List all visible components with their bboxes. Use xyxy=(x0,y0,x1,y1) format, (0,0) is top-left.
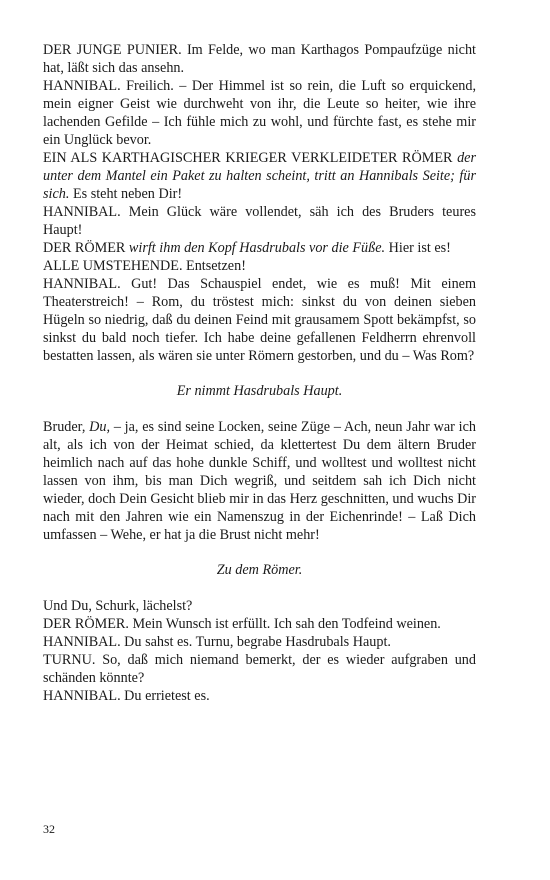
italic-text-run: Du, xyxy=(89,419,111,435)
text-paragraph xyxy=(43,275,476,365)
stage-direction-2: Zu dem Römer. xyxy=(216,562,303,578)
text-run: Bruder, xyxy=(43,419,90,435)
text-paragraph xyxy=(43,77,476,149)
text-run: Und Du, Schurk, lächelst? xyxy=(43,598,193,614)
text-paragraph xyxy=(43,41,476,77)
book-page xyxy=(43,41,476,705)
text-paragraph xyxy=(43,615,476,633)
text-paragraph xyxy=(43,149,476,203)
text-run: DER RÖMER xyxy=(43,240,129,256)
text-run: Es steht neben Dir! xyxy=(69,186,183,202)
text-run: HANNIBAL. Freilich. – Der Himmel ist so rein, die Luft so erquickend, mein eigner Geist wie durchweht von ihr, die Leute so heiter, wie ihre lachenden Gefilde – Ich fühle mich zu wohl, und fürchte fast, es stehe mir ein Unglück bevor. xyxy=(43,78,476,148)
text-run: HANNIBAL. Gut! Das Schauspiel endet, wie es muß! Mit einem Theaterstreich! – Rom, du tröstest mich: sinkst du von deinen sieben Hügeln so niedrig, daß du deinen Feind mit grausamem Spott bekämpfst, so sinkst du bald noch tiefer. Ich habe deine gefallenen Feldherrn ehrenvoll bestatten lassen, als wären sie unter Römern gestorben, und du – Was Rom? xyxy=(43,276,476,364)
text-run: HANNIBAL. Du errietest es. xyxy=(43,688,210,704)
text-paragraph xyxy=(43,257,476,275)
text-run: – ja, es sind seine Locken, seine Züge – Ach, neun Jahr war ich alt, als ich von der Heimat schied, da klettertest Du dem ältern Bruder heimlich nach auf das hohe dunkle Schiff, und wolltest und wolltest nicht lassen von ihm, bis man Dich wegriß, und seitdem sah ich Dich nicht wieder, doch Dein Gesicht blieb mir in das Herz geschnitten, und wuchs Dir nach mit den Jahren wie ein Namenszug in der Eichenrinde! – Laß Dich umfassen – Wehe, er hat ja die Brust nicht mehr! xyxy=(43,419,477,543)
text-run: HANNIBAL. Mein Glück wäre vollendet, säh ich des Bruders teures Haupt! xyxy=(43,204,476,238)
text-run: DER RÖMER. Mein Wunsch ist erfüllt. Ich sah den Todfeind weinen. xyxy=(43,616,441,632)
text-run: DER JUNGE PUNIER. Im Felde, wo man Karthagos Pompaufzüge nicht hat, läßt sich das ansehn. xyxy=(43,42,476,76)
text-run: Hier ist es! xyxy=(385,240,451,256)
text-paragraph xyxy=(43,651,476,687)
text-run: HANNIBAL. Du sahst es. Turnu, begrabe Hasdrubals Haupt. xyxy=(43,634,391,650)
text-paragraph xyxy=(43,203,476,239)
text-paragraph xyxy=(43,687,476,705)
text-run: ALLE UMSTEHENDE. Entsetzen! xyxy=(43,258,246,274)
stage-direction-1: Er nimmt Hasdrubals Haupt. xyxy=(176,383,343,399)
dialogue-block-3 xyxy=(43,597,476,705)
text-paragraph xyxy=(43,633,476,651)
text-run: EIN ALS KARTHAGISCHER KRIEGER VERKLEIDETER RÖMER xyxy=(43,150,458,166)
dialogue-block-2 xyxy=(43,418,476,544)
text-paragraph xyxy=(43,418,476,544)
italic-text-run: wirft ihm den Kopf Hasdrubals vor die Füße. xyxy=(128,240,386,256)
dialogue-block-1 xyxy=(43,41,476,365)
text-paragraph xyxy=(43,597,476,615)
text-paragraph xyxy=(43,239,476,257)
page-number: 32 xyxy=(43,822,55,836)
italic-text-run: der unter dem Mantel ein Paket zu halten scheint, tritt an Hannibals Seite; für sich. xyxy=(43,150,476,202)
text-run: TURNU. So, daß mich niemand bemerkt, der es wieder aufgraben und schänden könnte? xyxy=(43,652,476,686)
